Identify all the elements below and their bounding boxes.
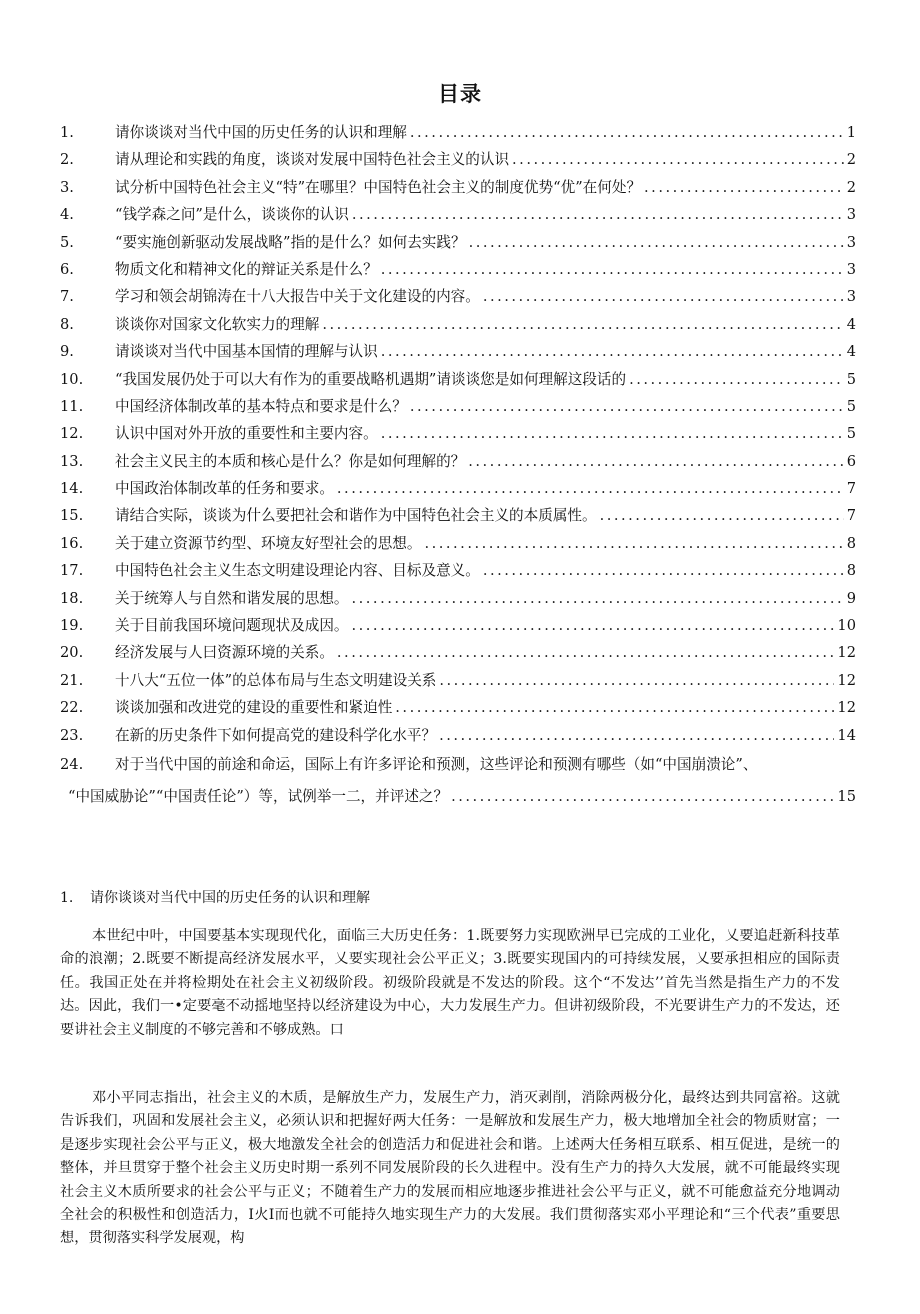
toc-entry-title: 关于目前我国环境问题现状及成因。 — [115, 617, 349, 635]
toc-leader-dots — [337, 480, 844, 497]
toc-entry[interactable] — [60, 313, 856, 340]
toc-entry-page: 2 — [846, 178, 856, 196]
toc-entry[interactable] — [60, 258, 856, 285]
toc-leader-dots — [352, 206, 844, 223]
body-paragraph: 邓小平同志指出，社会主义的木质，是解放生产力，发展生产力，消灭剥削，消除两极分化，最终达到共同富裕。这就告诉我们，巩固和发展社会主义，必须认识和把握好两大任务：一是解放和发展生产力，极大地增加全社会的物质财富；一是逐步实现社会公平与正义，极大地激发全社会的创造活力和促进社会和谐。上述两大任务相互联系、相互促进，是统一的整体，并旦贯穿于整个社会主义历史时期一系列不同发展阶段的长久进程中。没有生产力的持久大发展，就不可能最终实现社会主义木质所要求的社会公平与正义；不随着生产力的发展而相应地逐步推进社会公平与正义，就不可能愈益充分地调动全社会的积极性和创造活力，I火I而也就不可能持久地实现生产力的大发展。我们贯彻落实邓小平理论和“三个代表”重要思想，贯彻落实科学发展观，构 — [60, 1090, 840, 1247]
toc-entry-page: 3 — [846, 233, 856, 251]
toc-leader-dots — [322, 316, 843, 333]
toc-entry[interactable] — [60, 450, 856, 477]
toc-entry[interactable] — [60, 340, 856, 367]
toc-entry-title: 经济发展与人曰资源环境的关系。 — [115, 644, 334, 662]
toc-entry[interactable] — [60, 148, 856, 175]
toc-leader-dots — [381, 425, 844, 442]
toc-leader-dots — [410, 124, 844, 141]
toc-entry-number: 23. — [60, 726, 84, 744]
toc-entry-number: 8. — [60, 315, 74, 333]
toc-entry-number: 7. — [60, 288, 74, 306]
toc-entry-page: 3 — [846, 288, 856, 306]
toc-entry-page: 2 — [846, 151, 856, 169]
toc-entry-number: 20. — [60, 644, 84, 662]
toc-entry-title: 学习和领会胡锦涛在十八大报告中关于文化建设的内容。 — [115, 288, 480, 306]
toc-entry-title: 请结合实际，谈谈为什么要把社会和谐作为中国特色社会主义的本质属性。 — [115, 507, 597, 525]
toc-entry-title: 请从理论和实践的角度，谈谈对发展中国特色社会主义的认识 — [115, 151, 510, 169]
section-number: 1. — [60, 890, 74, 906]
toc-entry-title: 中国特色社会主义生态文明建设理论内容、目标及意义。 — [115, 562, 480, 580]
toc-entry[interactable] — [60, 669, 856, 696]
toc-entry[interactable] — [60, 532, 856, 559]
toc-entry[interactable] — [60, 285, 856, 312]
toc-entry[interactable] — [60, 231, 856, 258]
toc-entry[interactable] — [60, 477, 856, 504]
toc-leader-dots — [483, 562, 844, 579]
toc-leader-dots — [439, 672, 834, 689]
toc-entry-number: 3. — [60, 178, 74, 196]
toc-entry-title: 请谈谈对当代中国基本国情的理解与认识 — [115, 343, 378, 361]
toc-leader-dots — [381, 343, 844, 360]
toc-entry-page: 5 — [846, 370, 856, 388]
toc-entry[interactable] — [60, 641, 856, 668]
toc-entry-page: 3 — [846, 206, 856, 224]
toc-entry-page: 6 — [846, 452, 856, 470]
toc-entry-title: “我国发展仍处于可以大有作为的重要战略机遇期”请谈谈您是如何理解这段话的 — [115, 370, 627, 388]
toc-leader-dots — [352, 617, 835, 634]
toc-entry-number: 14. — [60, 480, 84, 498]
toc-leader-dots — [469, 234, 844, 251]
toc-entry-number: 6. — [60, 260, 74, 278]
toc-leader-dots — [512, 151, 844, 168]
toc-leader-dots — [352, 590, 844, 607]
toc-leader-dots — [424, 535, 843, 552]
toc-entry[interactable] — [60, 559, 856, 586]
section-heading — [60, 887, 370, 907]
toc-entry-page: 12 — [837, 671, 856, 689]
table-of-contents — [60, 121, 856, 809]
toc-entry-title: 谈谈加强和改进党的建设的重要性和紧迫性 — [115, 699, 393, 717]
toc-entry-page: 12 — [837, 699, 856, 717]
toc-entry-title: 中国经济体制改革的基本特点和要求是什么？ — [115, 397, 407, 415]
toc-entry[interactable] — [60, 504, 856, 531]
toc-leader-dots — [468, 453, 843, 470]
toc-entry-number: 9. — [60, 343, 74, 361]
toc-entry-page: 7 — [846, 507, 856, 525]
toc-entry-number: 12. — [60, 425, 84, 443]
toc-entry-number: 18. — [60, 589, 84, 607]
toc-entry-title: 物质文化和精神文化的辩证关系是什么？ — [115, 260, 378, 278]
toc-entry-page: 1 — [846, 124, 856, 141]
toc-entry-title: “要实施创新驱动发展战略”指的是什么？如何去实践？ — [115, 233, 466, 251]
toc-entry[interactable] — [60, 368, 856, 395]
toc-entry-title: 中国政治体制改革的任务和要求。 — [115, 480, 334, 498]
toc-entry-title: 十八大“五位一体”的总体布局与生态文明建设关系 — [115, 671, 437, 689]
body-paragraph: 本世纪中叶，中国要基本实现现代化，面临三大历史任务：1.既要努力实现欧洲早已完成的工业化，乂要追赶新科技革命的浪潮；2.既要不断提高经济发展水平，乂要实现社会公平正义；3.既要实现国内的可持续发展，乂要承担相应的国际责任。我国正处在并将检期处在社会主义初级阶段。初级阶段就是不发达的阶段。这个“不发达’’首先当然是指生产力的不发达。因此，我们一•定要毫不动摇地坚持以经济建设为中心，大力发展生产力。但讲初级阶段，不光要讲生产力的不发达，还要讲社会主义制度的不够完善和不够成熟。口 — [60, 928, 840, 1038]
toc-entry-page: 10 — [837, 617, 856, 635]
section-title: 请你谈谈对当代中国的历史任务的认识和理解 — [90, 890, 370, 906]
toc-entry-title: 对于当代中国的前途和命运，国际上有许多评论和预测，这些评论和预测有哪些（如“中国崩溃论”、 — [115, 755, 758, 773]
toc-entry-number: 2. — [60, 151, 74, 169]
toc-entry-title: 谈谈你对国家文化软实力的理解 — [115, 315, 320, 333]
toc-entry-page: 4 — [846, 315, 856, 333]
toc-title: 目录 — [438, 82, 482, 106]
toc-leader-dots — [629, 371, 844, 388]
toc-entry[interactable] — [60, 176, 856, 203]
toc-entry-number: 24. — [60, 755, 84, 773]
toc-entry-page: 15 — [837, 787, 856, 805]
toc-entry-page: 4 — [846, 343, 856, 361]
toc-leader-dots — [410, 398, 844, 415]
toc-entry[interactable] — [60, 121, 856, 148]
toc-entry-number: 1. — [60, 124, 74, 141]
toc-entry-number: 21. — [60, 671, 84, 689]
toc-entry-page: 5 — [846, 425, 856, 443]
toc-entry-number: 22. — [60, 699, 84, 717]
toc-entry[interactable] — [60, 587, 856, 614]
toc-entry-title: 关于统筹人与自然和谐发展的思想。 — [115, 589, 349, 607]
toc-entry-page: 7 — [846, 480, 856, 498]
toc-leader-dots — [439, 727, 834, 744]
toc-entry-number: 16. — [60, 534, 84, 552]
toc-entry-number: 4. — [60, 206, 74, 224]
toc-leader-dots — [395, 699, 834, 716]
toc-entry-number: 17. — [60, 562, 84, 580]
toc-entry-title: 试分析中国特色社会主义“特”在哪里？中国特色社会主义的制度优势“优”在何处？ — [115, 178, 642, 196]
toc-leader-dots — [483, 288, 844, 305]
toc-entry-page: 12 — [837, 644, 856, 662]
toc-entry-number: 19. — [60, 617, 84, 635]
toc-entry[interactable] — [60, 696, 856, 723]
toc-entry-number: 5. — [60, 233, 74, 251]
toc-leader-dots — [337, 644, 835, 661]
toc-entry-title: 在新的历史条件下如何提高党的建设科学化水平？ — [115, 726, 437, 744]
toc-entry-page: 14 — [837, 726, 856, 744]
toc-entry-page: 8 — [846, 562, 856, 580]
toc-entry-number: 11. — [60, 397, 84, 415]
toc-entry-number: 10. — [60, 370, 84, 388]
toc-entry-number: 13. — [60, 452, 84, 470]
toc-entry-page: 9 — [846, 589, 856, 607]
toc-leader-dots — [644, 179, 844, 196]
toc-entry[interactable] — [60, 614, 856, 641]
toc-entry[interactable] — [60, 203, 856, 230]
toc-entry-page: 3 — [846, 260, 856, 278]
toc-leader-dots — [600, 507, 844, 524]
toc-entry-title: “钱学森之问”是什么，谈谈你的认识 — [115, 206, 349, 224]
toc-entry-page: 5 — [846, 397, 856, 415]
toc-entry-title: 认识中国对外开放的重要性和主要内容。 — [115, 425, 378, 443]
toc-entry-title: 社会主义民主的本质和核心是什么？你是如何理解的？ — [115, 452, 466, 470]
toc-entry-number: 15. — [60, 507, 84, 525]
toc-leader-dots — [451, 785, 834, 809]
toc-leader-dots — [381, 261, 844, 278]
toc-entry[interactable] — [60, 395, 856, 422]
toc-entry-title: 关于建立资源节约型、环境友好型社会的思想。 — [115, 534, 422, 552]
toc-entry[interactable] — [60, 422, 856, 449]
toc-entry[interactable] — [60, 724, 856, 751]
toc-entry-page: 8 — [846, 534, 856, 552]
toc-entry-title: 请你谈谈对当代中国的历史任务的认识和理解 — [115, 124, 407, 141]
toc-entry-title-continuation: “中国威胁论”“中国责任论”）等，试例举一二，并评述之？ — [68, 787, 449, 805]
toc-entry[interactable] — [60, 753, 856, 809]
